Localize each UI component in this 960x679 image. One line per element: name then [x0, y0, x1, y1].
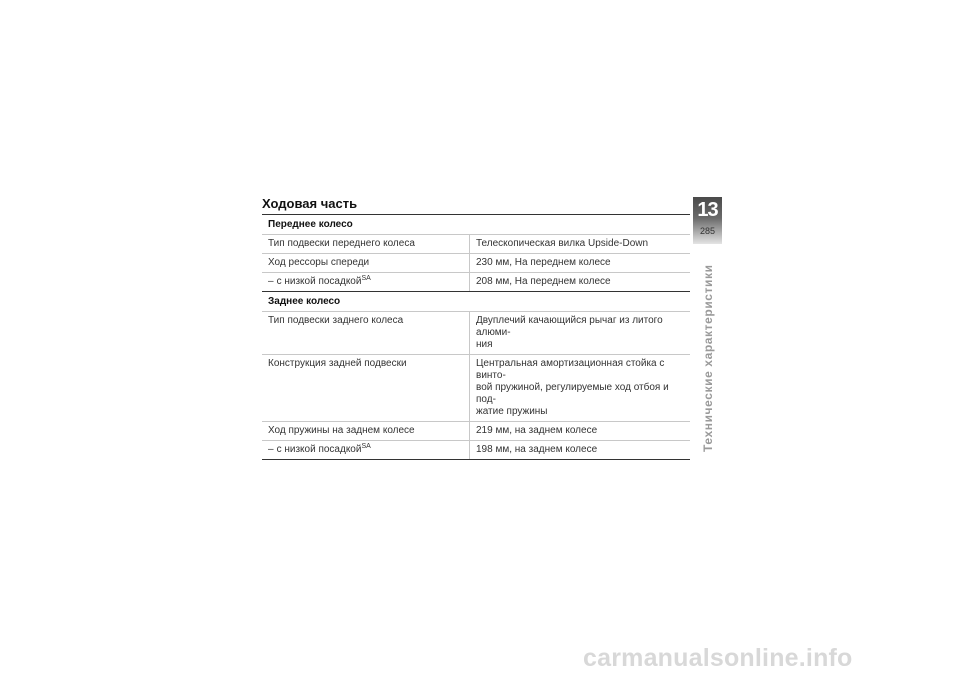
chapter-number: 13: [697, 199, 718, 221]
row-label: Тип подвески заднего колеса: [268, 315, 404, 326]
section-title: Ходовая часть: [262, 196, 358, 211]
table-row: [262, 441, 690, 460]
page-number: 285: [699, 226, 716, 236]
row-label: [262, 273, 469, 291]
rear-wheel-header: Заднее колесо: [262, 292, 690, 312]
watermark: carmanualsonline.info: [583, 644, 853, 672]
row-value: Телескопическая вилка Upside-Down: [469, 235, 690, 253]
table-row: [262, 235, 690, 254]
dash-marker: –: [268, 444, 274, 455]
row-value: 198 мм, на заднем колесе: [469, 441, 690, 459]
chassis-spec-table: [262, 214, 690, 460]
row-label-text: с низкой посадкой: [276, 444, 362, 455]
row-value-line: жатие пружины: [476, 406, 548, 417]
sa-superscript: SA: [361, 275, 371, 282]
row-label: Тип подвески переднего колеса: [268, 238, 415, 249]
row-label: Ход пружины на заднем колесе: [268, 425, 415, 436]
dash-marker: –: [268, 276, 274, 287]
chapter-tab: [693, 197, 722, 244]
front-wheel-header: Переднее колесо: [262, 215, 690, 235]
row-value: 230 мм, На переднем колесе: [469, 254, 690, 272]
sa-superscript: SA: [361, 443, 371, 450]
row-label: Конструкция задней подвески: [268, 358, 407, 369]
row-value: [469, 355, 690, 421]
row-value: [469, 312, 690, 354]
table-row: [262, 254, 690, 273]
row-label: [262, 441, 469, 459]
table-row: [262, 355, 690, 422]
row-value-line: Центральная амортизационная стойка с винто-: [476, 358, 665, 381]
row-value: 219 мм, на заднем колесе: [469, 422, 690, 440]
row-value-line: ния: [476, 339, 493, 350]
chapter-side-title: Технические характеристики: [701, 264, 715, 452]
table-row: [262, 312, 690, 355]
row-value-line: Двуплечий качающийся рычаг из литого алюми-: [476, 315, 663, 338]
row-label-text: с низкой посадкой: [276, 276, 362, 287]
row-label: Ход рессоры спереди: [268, 257, 370, 268]
table-row: [262, 422, 690, 441]
row-value-line: вой пружиной, регулируемые ход отбоя и под-: [476, 382, 669, 405]
row-value: 208 мм, На переднем колесе: [469, 273, 690, 291]
table-row: [262, 273, 690, 292]
